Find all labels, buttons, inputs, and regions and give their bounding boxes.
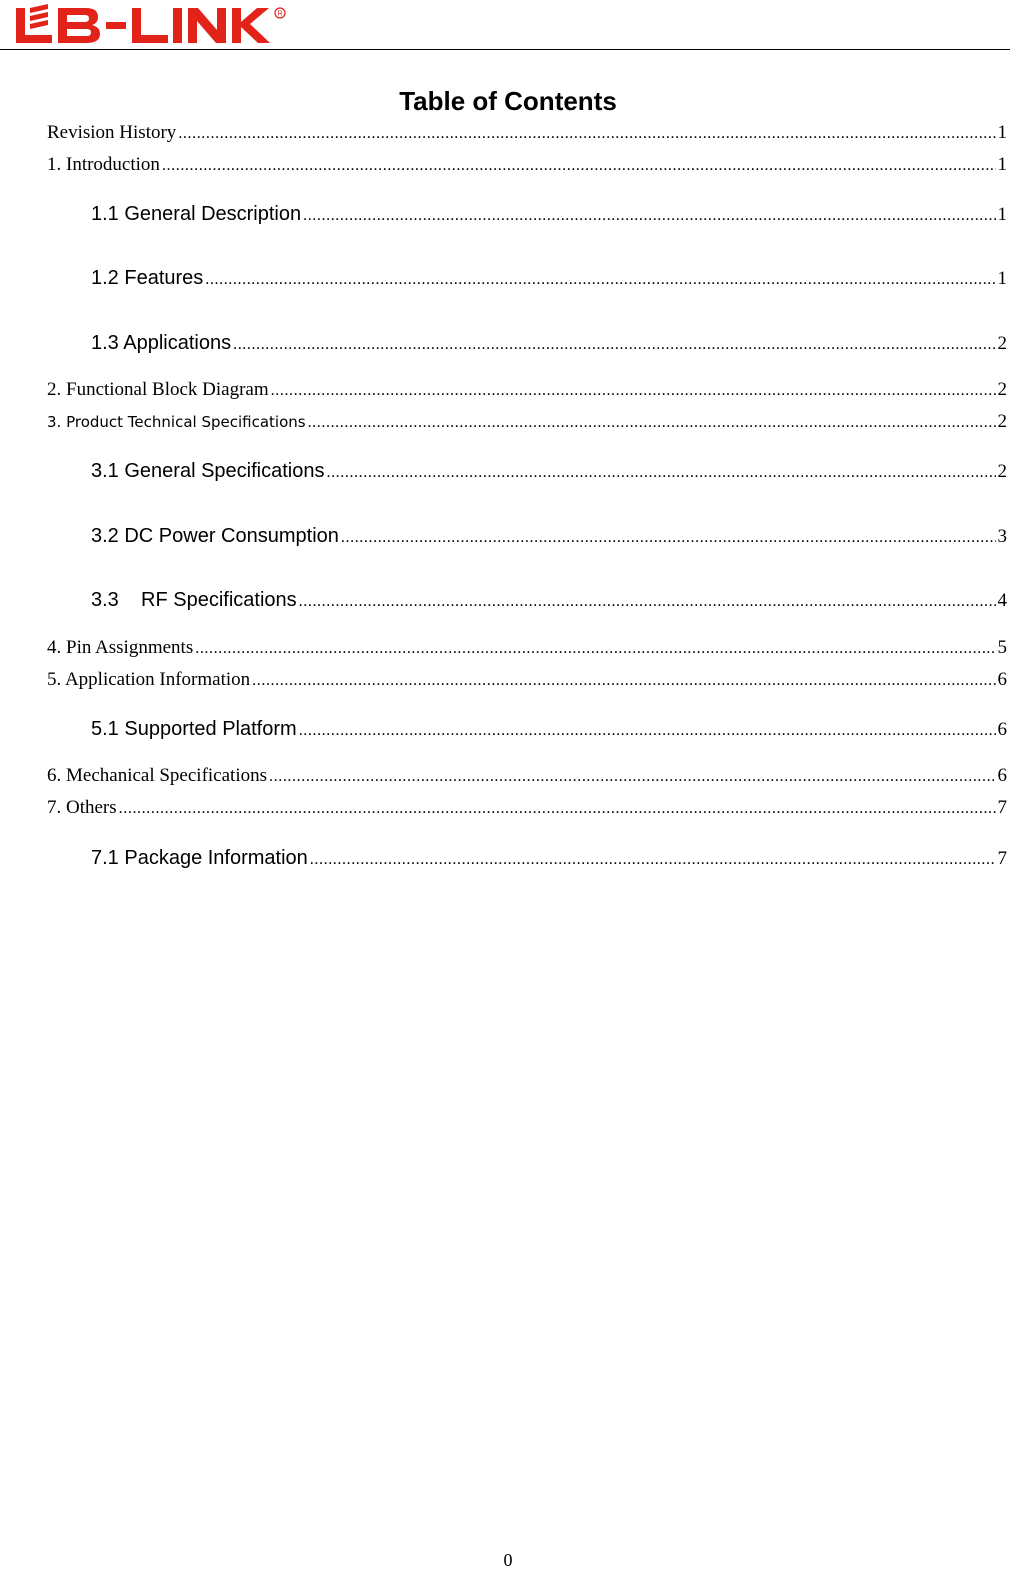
dot-leader: [299, 718, 996, 744]
toc-entry-page: 2: [997, 333, 1007, 354]
toc-entry-label: 5. Application Information: [47, 669, 251, 690]
toc-entry-label: 1.3 Applications: [91, 332, 232, 354]
toc-entry-introduction[interactable]: [47, 153, 1007, 178]
dot-leader: [269, 765, 995, 789]
toc-entry-page: 7: [997, 848, 1007, 869]
toc-entry-package-information[interactable]: [91, 845, 1007, 873]
dot-leader: [310, 847, 996, 873]
lb-link-logo: [12, 2, 302, 46]
dot-leader: [308, 411, 996, 435]
toc-entry-page: 1: [997, 154, 1007, 175]
toc-entry-label: 2. Functional Block Diagram: [47, 379, 269, 400]
dot-leader: [299, 589, 996, 615]
dot-leader: [178, 122, 995, 146]
dot-leader: [341, 525, 996, 551]
dot-leader: [326, 460, 995, 486]
dot-leader: [119, 797, 996, 821]
toc-entry-label: 7.1 Package Information: [91, 847, 308, 869]
toc-entry-others[interactable]: [47, 796, 1007, 821]
toc-entry-label: 6. Mechanical Specifications: [47, 765, 268, 786]
dot-leader: [303, 203, 995, 229]
toc-entry-features[interactable]: [91, 265, 1007, 293]
header-rule: [0, 49, 1010, 50]
toc-entry-page: 2: [997, 379, 1007, 400]
toc-entry-page: 1: [997, 204, 1007, 225]
toc-entry-applications[interactable]: [91, 330, 1007, 358]
toc-entry-label: 3.1 General Specifications: [91, 460, 325, 482]
toc-entry-label: 1.1 General Description: [91, 203, 302, 225]
toc-entry-revision-history[interactable]: [47, 121, 1007, 146]
toc-entry-page: 1: [997, 122, 1007, 143]
toc-entry-pin-assignments[interactable]: [47, 636, 1007, 661]
dot-leader: [252, 669, 995, 693]
toc-entry-application-information[interactable]: [47, 668, 1007, 693]
toc-entry-general-specifications[interactable]: [91, 458, 1007, 486]
dot-leader: [162, 154, 996, 178]
footer-page-number: 0: [503, 1550, 513, 1570]
toc-entry-product-technical-specifications[interactable]: [47, 410, 1007, 435]
dot-leader: [271, 379, 996, 403]
toc-entry-page: 3: [997, 526, 1007, 547]
toc-entry-label: 1.2 Features: [91, 267, 204, 289]
toc-entry-page: 1: [997, 268, 1007, 289]
toc-entry-dc-power-consumption[interactable]: [91, 523, 1007, 551]
toc-entry-supported-platform[interactable]: [91, 716, 1007, 744]
toc-entry-label: 3.2 DC Power Consumption: [91, 525, 339, 547]
dot-leader: [205, 267, 995, 293]
toc-entry-page: 4: [997, 590, 1007, 611]
toc-entry-page: 2: [997, 461, 1007, 482]
toc-title: Table of Contents: [399, 86, 617, 116]
toc-entry-page: 7: [997, 797, 1007, 818]
toc-entry-label: 1. Introduction: [47, 154, 160, 175]
dot-leader: [195, 637, 995, 661]
toc-entry-page: 5: [997, 637, 1007, 658]
toc-entry-mechanical-specifications[interactable]: [47, 764, 1007, 789]
toc-entry-label: 5.1 Supported Platform: [91, 718, 297, 740]
toc-entry-label: Revision History: [47, 122, 177, 143]
page-header: [0, 0, 1022, 52]
toc-entry-page: 2: [997, 411, 1007, 432]
toc-entry-page: 6: [997, 669, 1007, 690]
toc-entry-label: 7. Others: [47, 797, 117, 818]
toc-entry-functional-block-diagram[interactable]: [47, 378, 1007, 403]
toc-entry-label: 4. Pin Assignments: [47, 637, 194, 658]
toc-entry-label: 3. Product Technical Specifications: [47, 413, 306, 431]
toc-entry-general-description[interactable]: [91, 201, 1007, 229]
toc-entry-label: 3.3 RF Specifications: [91, 589, 297, 611]
toc-entry-page: 6: [997, 765, 1007, 786]
toc-entry-page: 6: [997, 719, 1007, 740]
toc-entry-rf-specifications[interactable]: [91, 587, 1007, 615]
dot-leader: [233, 332, 995, 358]
svg-text:R: R: [277, 10, 283, 18]
